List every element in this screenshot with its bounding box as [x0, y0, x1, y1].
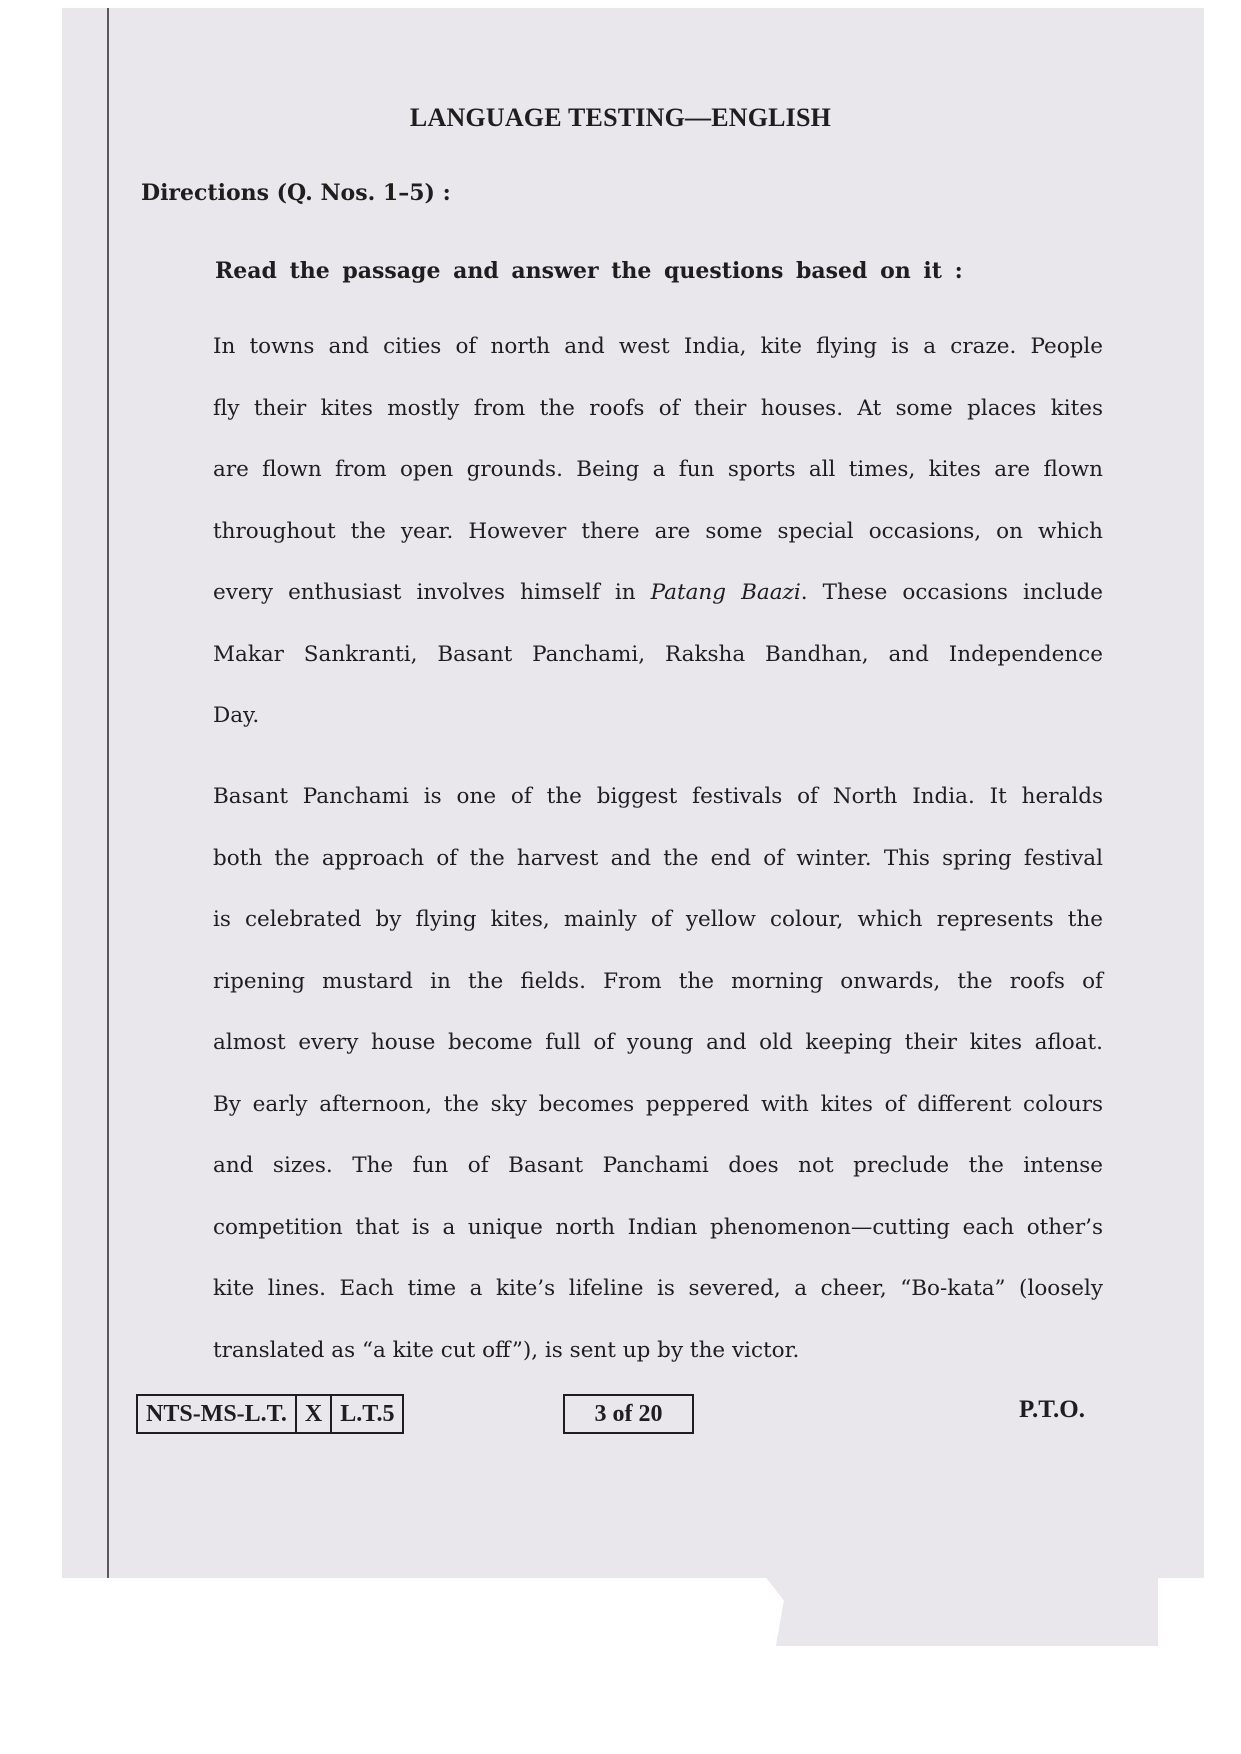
passage-line: fly their kites mostly from the roofs of their houses. At some places kites	[213, 395, 1103, 421]
passage-paragraph-1	[213, 316, 1103, 747]
passage-line: In towns and cities of north and west India, kite flying is a craze. People	[213, 334, 1103, 359]
paper-code-section: X	[297, 1396, 332, 1432]
passage-line: translated as “a kite cut off”), is sent up by the victor.	[213, 1337, 800, 1363]
paper-code-subject: L.T.5	[340, 1400, 395, 1427]
passage-text: . These occasions include	[800, 580, 1103, 605]
passage-line: both the approach of the harvest and the end of winter. This spring festival	[213, 845, 1103, 871]
passage-line	[213, 562, 1103, 624]
paper-code: NTS-MS-L.T.	[138, 1396, 297, 1432]
pto-label: P.T.O.	[1019, 1396, 1085, 1423]
passage-line: competition that is a unique north Indian phenomenon—cutting each other’s	[213, 1214, 1103, 1240]
passage-line: and sizes. The fun of Basant Panchami does not preclude the intense	[213, 1153, 1103, 1178]
paper-code-box	[136, 1394, 404, 1434]
passage-line: Day.	[213, 703, 260, 728]
passage-line: throughout the year. However there are some special occasions, on which	[213, 518, 1103, 544]
passage-line: ripening mustard in the fields. From the morning onwards, the roofs of	[213, 968, 1103, 994]
passage-line: By early afternoon, the sky becomes peppered with kites of different colours	[213, 1091, 1103, 1117]
page-number: 3 of 20	[563, 1394, 694, 1434]
directions-heading: Directions (Q. Nos. 1–5) :	[141, 180, 451, 206]
instruction-line: Read the passage and answer the questions based on it :	[215, 258, 963, 284]
passage-line: kite lines. Each time a kite’s lifeline is severed, a cheer, “Bo-kata” (loosely	[213, 1276, 1103, 1301]
paper-torn-edge	[760, 1570, 1158, 1646]
passage-line: Basant Panchami is one of the biggest festivals of North India. It heralds	[213, 784, 1103, 809]
passage-line: Makar Sankranti, Basant Panchami, Raksha Bandhan, and Independence	[213, 641, 1103, 667]
passage-text: every enthusiast involves himself in	[213, 580, 651, 605]
passage-italic-term: Patang Baazi	[650, 580, 801, 605]
page-title: LANGUAGE TESTING—ENGLISH	[409, 103, 832, 132]
margin-line	[107, 8, 109, 1578]
passage-line: almost every house become full of young and old keeping their kites afloat.	[213, 1030, 1103, 1055]
passage-paragraph-2	[213, 766, 1103, 1381]
passage-line: is celebrated by flying kites, mainly of yellow colour, which represents the	[213, 907, 1103, 932]
passage-line: are flown from open grounds. Being a fun sports all times, kites are flown	[213, 457, 1103, 482]
